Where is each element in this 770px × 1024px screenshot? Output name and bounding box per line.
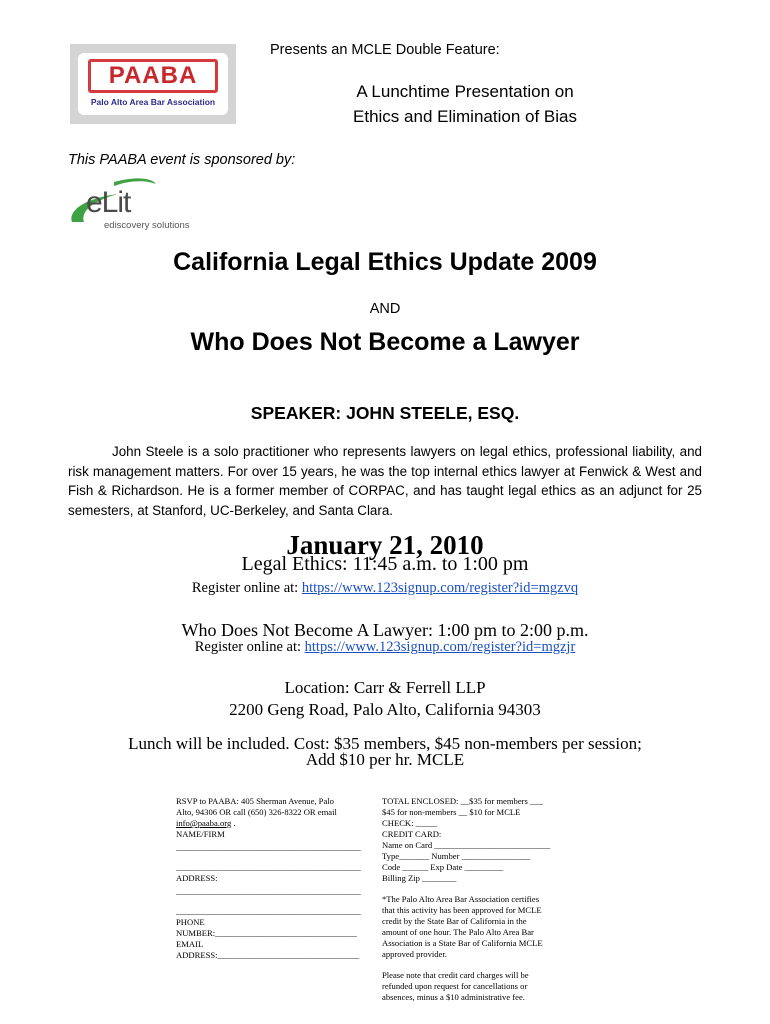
and-text: AND bbox=[369, 301, 401, 317]
refund-note: Please note that credit card charges will be refunded upon request for cancellations or absences, minus a $10 administrative fee. bbox=[382, 970, 529, 1002]
register-link-2[interactable]: https://www.123signup.com/register?id=mgzjr bbox=[304, 639, 576, 655]
speaker-heading: SPEAKER: JOHN STEELE, ESQ. bbox=[250, 403, 520, 423]
email-address-field[interactable]: ADDRESS:_________________________________ bbox=[176, 950, 360, 960]
rsvp-email-suffix: . bbox=[233, 818, 236, 828]
title-who-does-not: Who Does Not Become a Lawyer bbox=[190, 328, 580, 356]
elit-wordmark: eLit bbox=[86, 186, 131, 219]
register-line-2 bbox=[0, 639, 770, 656]
register-line-1 bbox=[0, 580, 770, 597]
subtitle-line-2: Ethics and Elimination of Bias bbox=[353, 107, 577, 126]
check-field[interactable]: CHECK: _____ bbox=[382, 818, 438, 828]
rsvp-line-2: Alto, 94306 OR call (650) 326-8322 OR email bbox=[176, 807, 337, 817]
event-date: January 21, 2010 bbox=[286, 530, 484, 560]
paaba-logo bbox=[70, 44, 236, 124]
bio-text: John Steele is a solo practitioner who represents lawyers on legal ethics, professional liability, and risk management matters. For over 15 years, he was the top internal ethics lawyer at Fenwick & West and Fish & Richardson. He is a former member of CORPAC, and has taught legal ethics as an adjunct for 25 semesters, at Stanford, UC-Berkeley, and Santa Clara. bbox=[68, 444, 702, 518]
title-ethics-update: California Legal Ethics Update 2009 bbox=[173, 248, 597, 276]
sponsor-text: This PAABA event is sponsored by: bbox=[68, 152, 296, 168]
total-line-1: TOTAL ENCLOSED: __$35 for members ___ bbox=[382, 796, 543, 806]
location-name: Location: Carr & Ferrell LLP bbox=[284, 678, 486, 697]
credit-card-label: CREDIT CARD: bbox=[382, 829, 442, 839]
name-firm-line-1[interactable]: ___________________________________________ bbox=[176, 842, 361, 852]
register-label-1: Register online at: bbox=[191, 580, 302, 596]
address-label: ADDRESS: bbox=[176, 873, 218, 883]
address-line-2[interactable]: ___________________________________________ bbox=[176, 906, 361, 916]
type-number-field[interactable]: Type_______ Number ________________ bbox=[382, 851, 531, 861]
elit-logo bbox=[66, 172, 206, 234]
billing-zip-field[interactable]: Billing Zip ________ bbox=[382, 873, 457, 883]
name-firm-label: NAME/FIRM bbox=[176, 829, 225, 839]
cost-line-2: Add $10 per hr. MCLE bbox=[305, 750, 465, 769]
address-line-1[interactable]: ___________________________________________ bbox=[176, 886, 361, 896]
name-on-card-field[interactable]: Name on Card ___________________________ bbox=[382, 840, 551, 850]
session-legal-ethics: Legal Ethics: 11:45 a.m. to 1:00 pm bbox=[241, 553, 529, 575]
elit-tagline: ediscovery solutions bbox=[104, 220, 190, 231]
presents-text: Presents an MCLE Double Feature: bbox=[270, 42, 500, 58]
code-exp-field[interactable]: Code ______ Exp Date _________ bbox=[382, 862, 504, 872]
paaba-wordmark: PAABA bbox=[88, 59, 218, 93]
phone-label: PHONE bbox=[176, 917, 205, 927]
subtitle-line-1: A Lunchtime Presentation on bbox=[356, 82, 574, 101]
payment-form bbox=[382, 796, 572, 1003]
session-who-does-not: Who Does Not Become A Lawyer: 1:00 pm to 2:00 p.m. bbox=[181, 620, 589, 640]
register-link-1[interactable]: https://www.123signup.com/register?id=mgzvq bbox=[301, 580, 579, 596]
name-firm-line-2[interactable]: ___________________________________________ bbox=[176, 862, 361, 872]
rsvp-email-link[interactable]: info@paaba.org bbox=[176, 818, 232, 828]
total-line-2: $45 for non-members __ $10 for MCLE bbox=[382, 807, 521, 817]
rsvp-form bbox=[176, 796, 366, 961]
email-label: EMAIL bbox=[176, 939, 204, 949]
cost-line-1: Lunch will be included. Cost: $35 members, $45 non-members per session; bbox=[128, 734, 642, 753]
rsvp-line-1: RSVP to PAABA: 405 Sherman Avenue, Palo bbox=[176, 796, 334, 806]
location-address: 2200 Geng Road, Palo Alto, California 94303 bbox=[229, 700, 541, 719]
paaba-tagline: Palo Alto Area Bar Association bbox=[90, 97, 216, 107]
phone-number-field[interactable]: NUMBER:_________________________________ bbox=[176, 928, 357, 938]
speaker-bio bbox=[68, 442, 702, 520]
mcle-note: *The Palo Alto Area Bar Association certifies that this activity has been approved for MCLE credit by the State Bar of California in the amount of one hour. The Palo Alto Area Bar Association is a State Bar of California MCLE approved provider. bbox=[382, 894, 543, 959]
register-label-2: Register online at: bbox=[194, 639, 305, 655]
